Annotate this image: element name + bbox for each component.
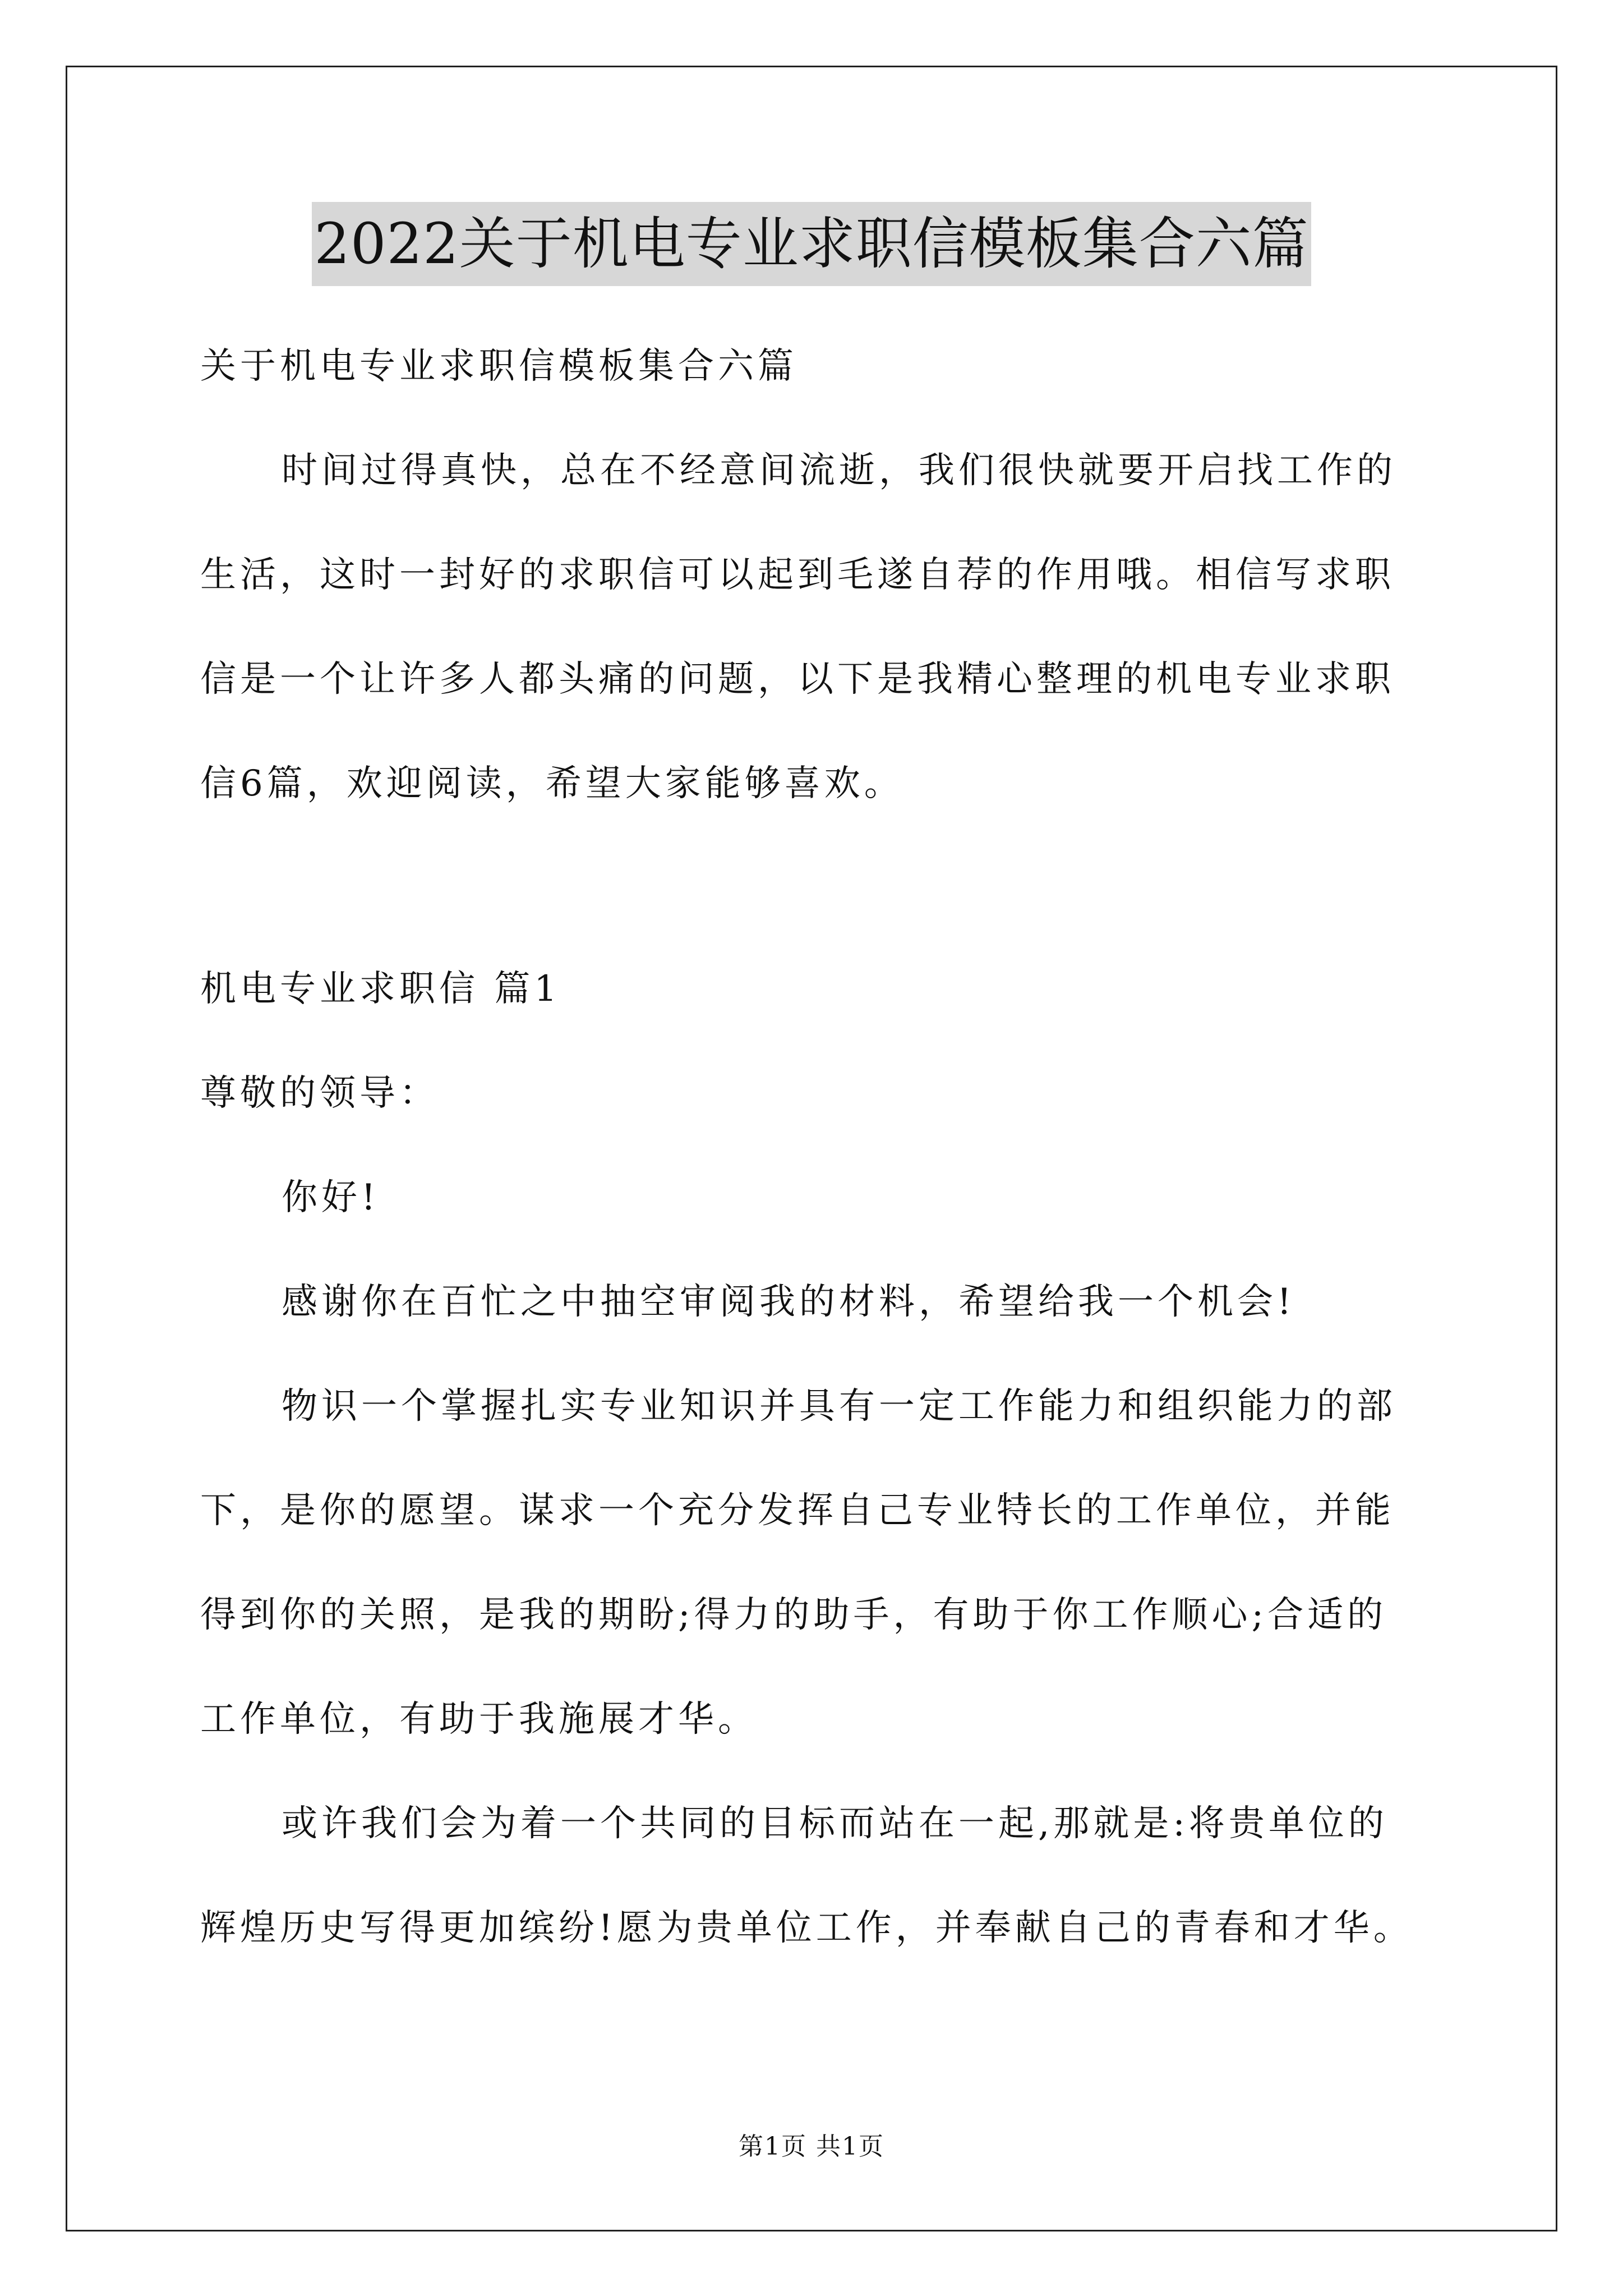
intro-line: 信是一个让许多人都头痛的问题，以下是我精心整理的机电专业求职 xyxy=(200,659,1395,700)
section-heading: 机电专业求职信 篇1 xyxy=(200,968,561,1010)
title-container xyxy=(0,202,1623,286)
document-title: 2022关于机电专业求职信模板集合六篇 xyxy=(312,202,1311,286)
document-body xyxy=(200,314,1428,1980)
paragraph-gap xyxy=(200,836,1428,937)
page-footer: 第1页 共1页 xyxy=(739,2132,884,2161)
thanks-line: 感谢你在百忙之中抽空审阅我的材料，希望给我一个机会! xyxy=(282,1281,1295,1323)
greeting: 你好! xyxy=(282,1177,380,1218)
intro-line: 生活，这时一封好的求职信可以起到毛遂自荐的作用哦。相信写求职 xyxy=(200,554,1395,596)
body-line: 工作单位，有助于我施展才华。 xyxy=(200,1699,758,1740)
body-line: 下，是你的愿望。谋求一个充分发挥自己专业特长的工作单位，并能 xyxy=(200,1490,1395,1531)
body-line: 或许我们会为着一个共同的目标而站在一起,那就是:将贵单位的 xyxy=(282,1803,1388,1844)
body-line: 得到你的关照，是我的期盼;得力的助手，有助于你工作顺心;合适的 xyxy=(200,1594,1387,1636)
salutation: 尊敬的领导： xyxy=(200,1073,439,1114)
body-line: 物识一个掌握扎实专业知识并具有一定工作能力和组织能力的部 xyxy=(282,1386,1396,1427)
document-subtitle: 关于机电专业求职信模板集合六篇 xyxy=(200,346,797,387)
intro-line: 信6篇，欢迎阅读，希望大家能够喜欢。 xyxy=(200,763,904,804)
intro-line: 时间过得真快，总在不经意间流逝，我们很快就要开启找工作的 xyxy=(282,450,1396,491)
body-line: 辉煌历史写得更加缤纷!愿为贵单位工作，并奉献自己的青春和才华。 xyxy=(200,1907,1413,1949)
